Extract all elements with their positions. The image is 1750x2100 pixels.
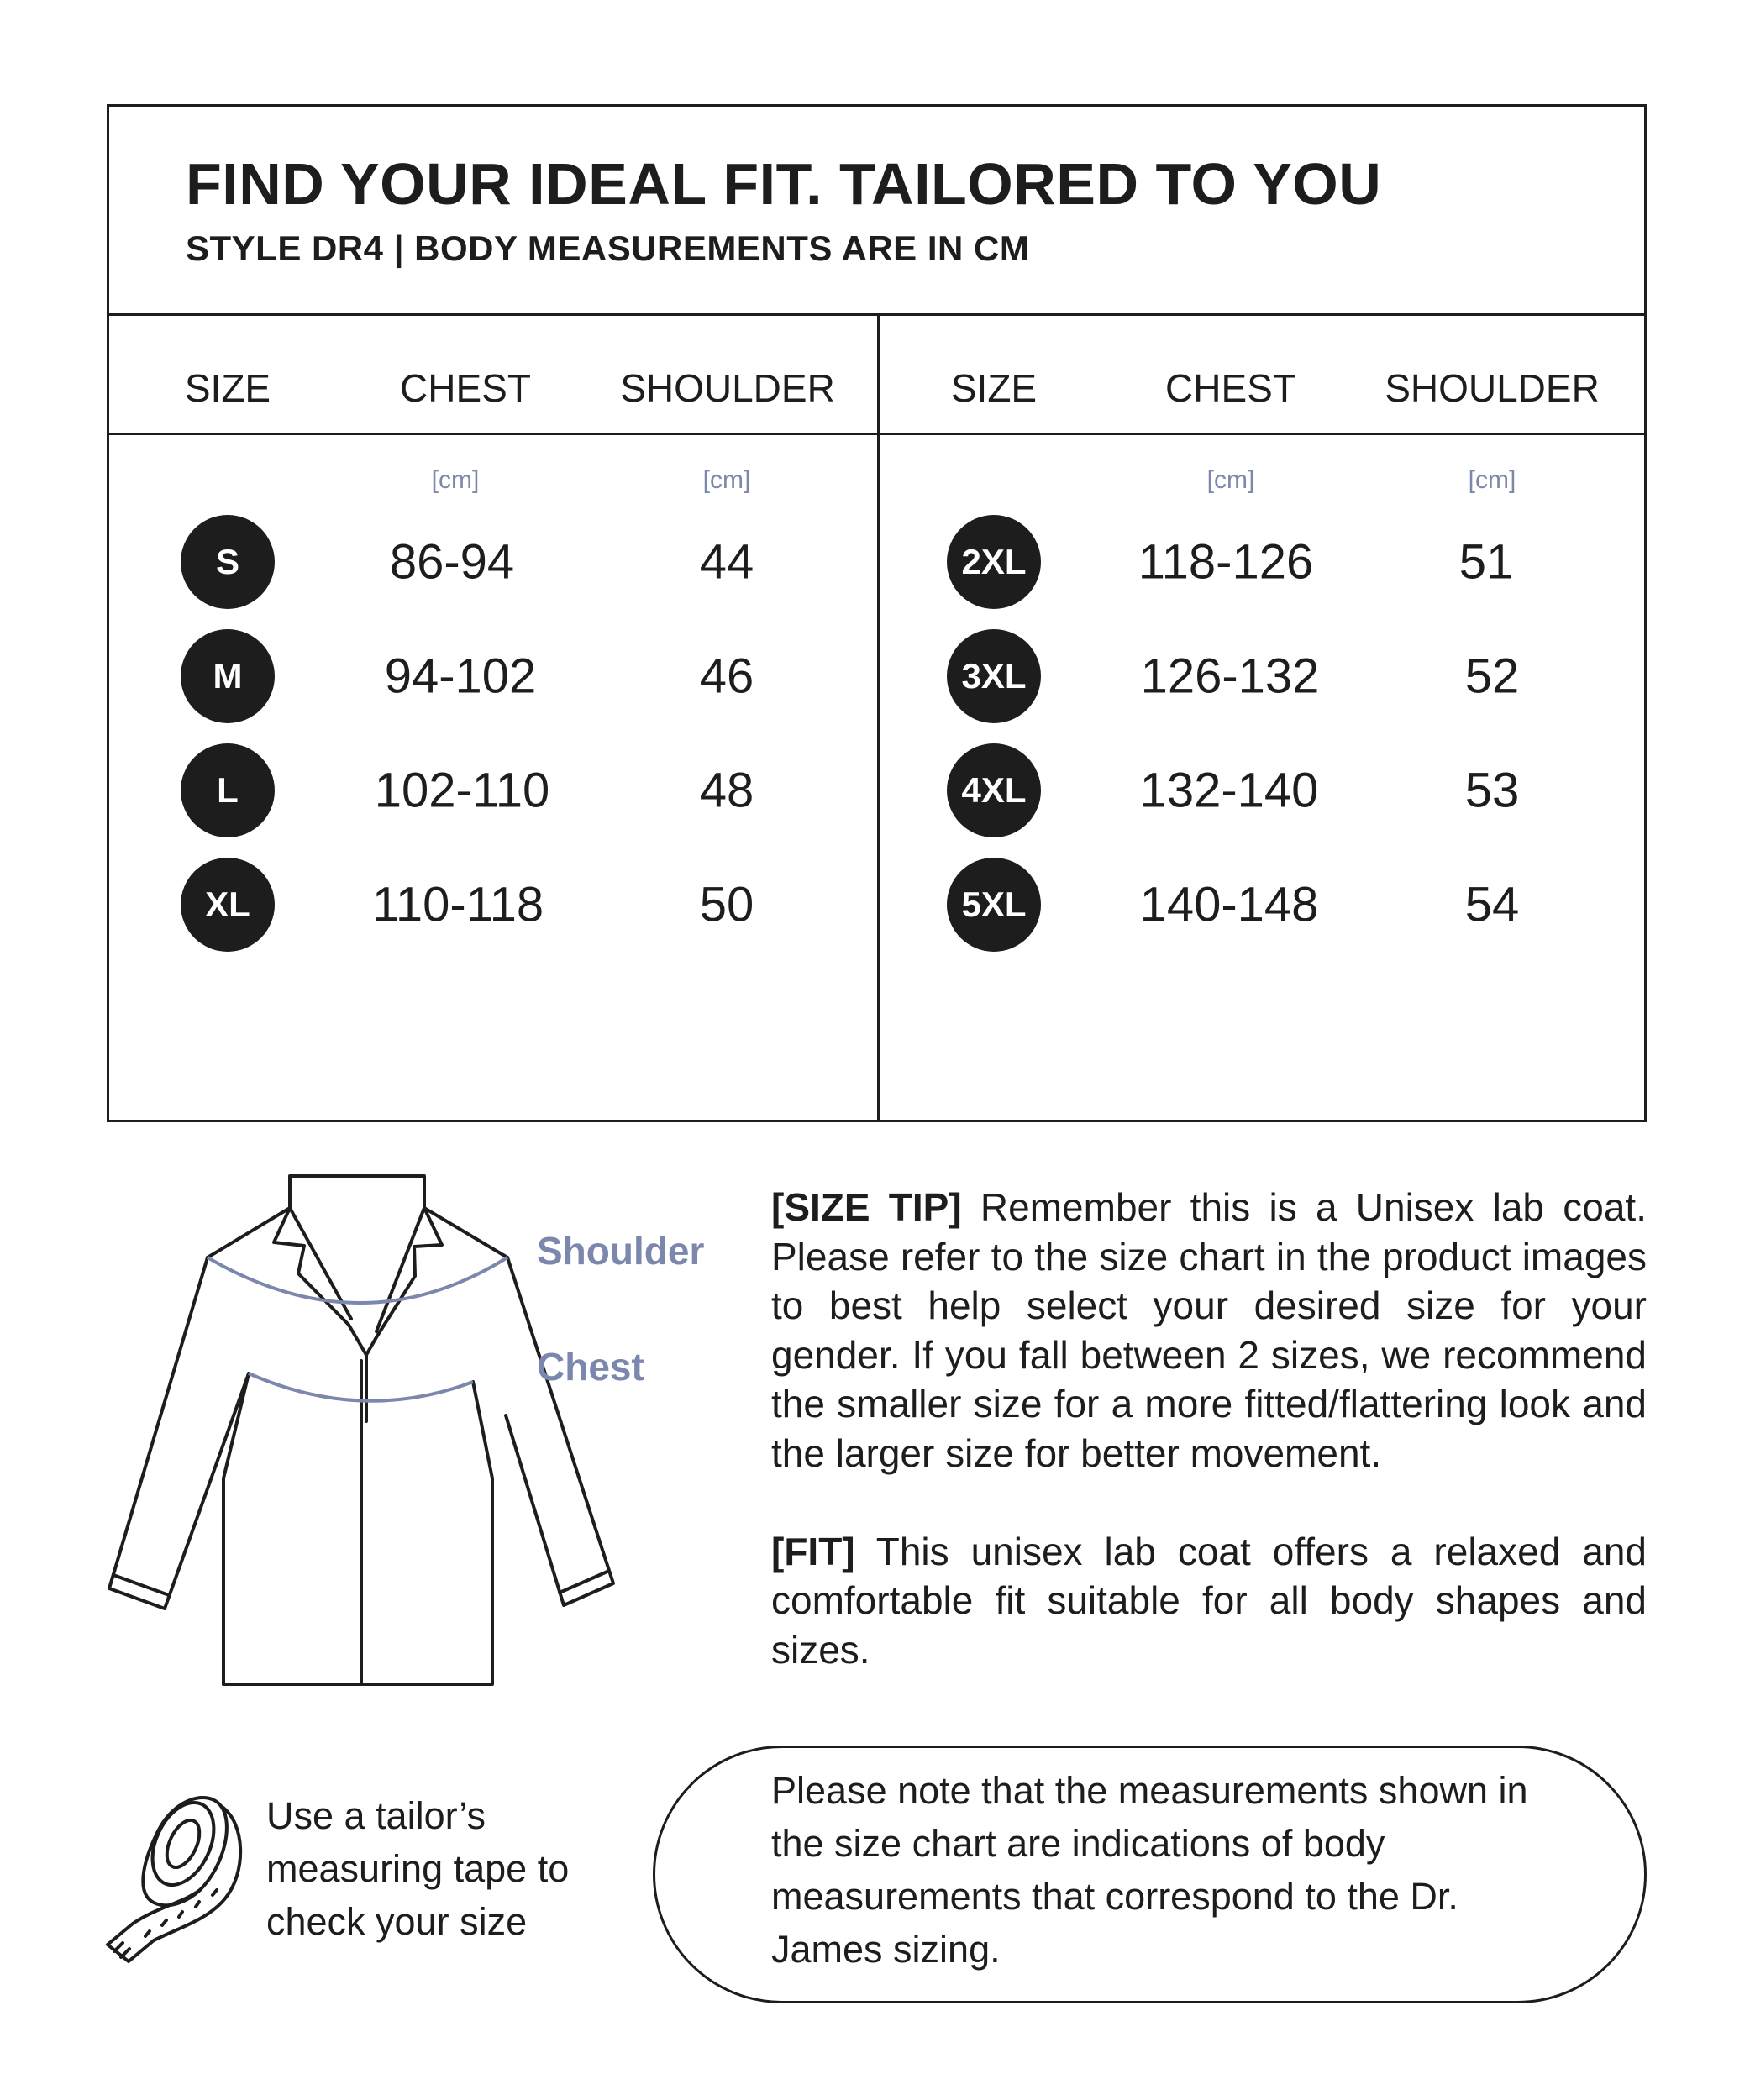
column-header-chest: CHEST — [1165, 366, 1296, 410]
shoulder-measure-line — [208, 1257, 507, 1303]
column-header-size: SIZE — [950, 366, 1038, 410]
table-row — [109, 858, 877, 952]
table-row — [109, 629, 877, 723]
chest-value: 110-118 — [371, 877, 544, 932]
fit-label: [FIT] — [771, 1529, 855, 1573]
measuring-tape-icon — [99, 1781, 267, 1974]
shoulder-label: Shoulder — [537, 1229, 705, 1273]
sizing-note-text: Please note that the measurements shown in the size chart are indications of body measurements that correspond to the Dr. James sizing. — [771, 1769, 1528, 1971]
fit-paragraph — [771, 1527, 1647, 1675]
collar-right — [366, 1208, 442, 1355]
shoulder-value: 44 — [699, 534, 754, 590]
size-badge: 2XL — [947, 515, 1041, 609]
chest-value: 140-148 — [1139, 877, 1319, 932]
size-table-left — [109, 313, 877, 1120]
body-right — [223, 1382, 492, 1684]
chest-value: 102-110 — [374, 763, 550, 818]
sleeve-left — [109, 1257, 249, 1609]
shoulder-unit: [cm] — [702, 466, 751, 494]
shoulder-unit: [cm] — [1468, 466, 1516, 494]
size-badge: L — [181, 743, 275, 837]
column-header-size: SIZE — [184, 366, 271, 410]
size-chart — [107, 104, 1647, 1122]
column-header-shoulder: SHOULDER — [620, 366, 835, 410]
size-tip-text: Remember this is a Unisex lab coat. Please refer to the size chart in the product images to best help select your desired size for your gender. If you fall between 2 sizes, we recommend the smaller size for a more fitted/flattering look and the larger size for better movement. — [771, 1185, 1647, 1475]
chest-value: 94-102 — [384, 648, 537, 704]
size-badge: S — [181, 515, 275, 609]
fit-text: This unisex lab coat offers a relaxed and comfortable fit suitable for all body shapes and sizes. — [771, 1529, 1647, 1672]
size-tip-label: [SIZE TIP] — [771, 1185, 962, 1229]
chest-value: 118-126 — [1138, 534, 1314, 590]
page-subtitle: STYLE DR4 | BODY MEASUREMENTS ARE IN CM — [186, 228, 1030, 268]
shoulder-value: 52 — [1464, 648, 1520, 704]
shoulder-value: 53 — [1464, 763, 1520, 818]
chest-value: 126-132 — [1140, 648, 1320, 704]
table-row — [880, 743, 1648, 837]
body-left — [223, 1373, 249, 1684]
size-tips — [771, 1183, 1647, 1674]
table-row — [880, 629, 1648, 723]
collar-back — [290, 1176, 424, 1208]
chest-value: 132-140 — [1139, 763, 1319, 818]
size-badge: 5XL — [947, 858, 1041, 952]
table-row — [880, 515, 1648, 609]
shoulder-value: 50 — [699, 877, 754, 932]
column-header-chest: CHEST — [400, 366, 531, 410]
chest-unit: [cm] — [431, 466, 480, 494]
size-badge: 3XL — [947, 629, 1041, 723]
table-row — [109, 515, 877, 609]
shoulder-value: 46 — [699, 648, 754, 704]
chest-label: Chest — [537, 1345, 644, 1389]
size-badge: XL — [181, 858, 275, 952]
chest-value: 86-94 — [389, 534, 515, 590]
table-row — [880, 858, 1648, 952]
table-row — [109, 743, 877, 837]
shoulder-value: 54 — [1464, 877, 1520, 932]
column-header-shoulder: SHOULDER — [1385, 366, 1600, 410]
page-title: FIND YOUR IDEAL FIT. TAILORED TO YOU — [186, 151, 1382, 217]
size-badge: M — [181, 629, 275, 723]
size-tip-paragraph — [771, 1183, 1647, 1478]
sleeve-right — [506, 1257, 613, 1605]
shoulder-value: 51 — [1458, 534, 1514, 590]
size-badge: 4XL — [947, 743, 1041, 837]
size-table-right — [880, 313, 1648, 1120]
shoulder-value: 48 — [699, 763, 754, 818]
chest-unit: [cm] — [1206, 466, 1255, 494]
lapel-inner-right — [376, 1208, 424, 1331]
measuring-tape-instruction: Use a tailor’s measuring tape to check your size — [266, 1794, 570, 1943]
